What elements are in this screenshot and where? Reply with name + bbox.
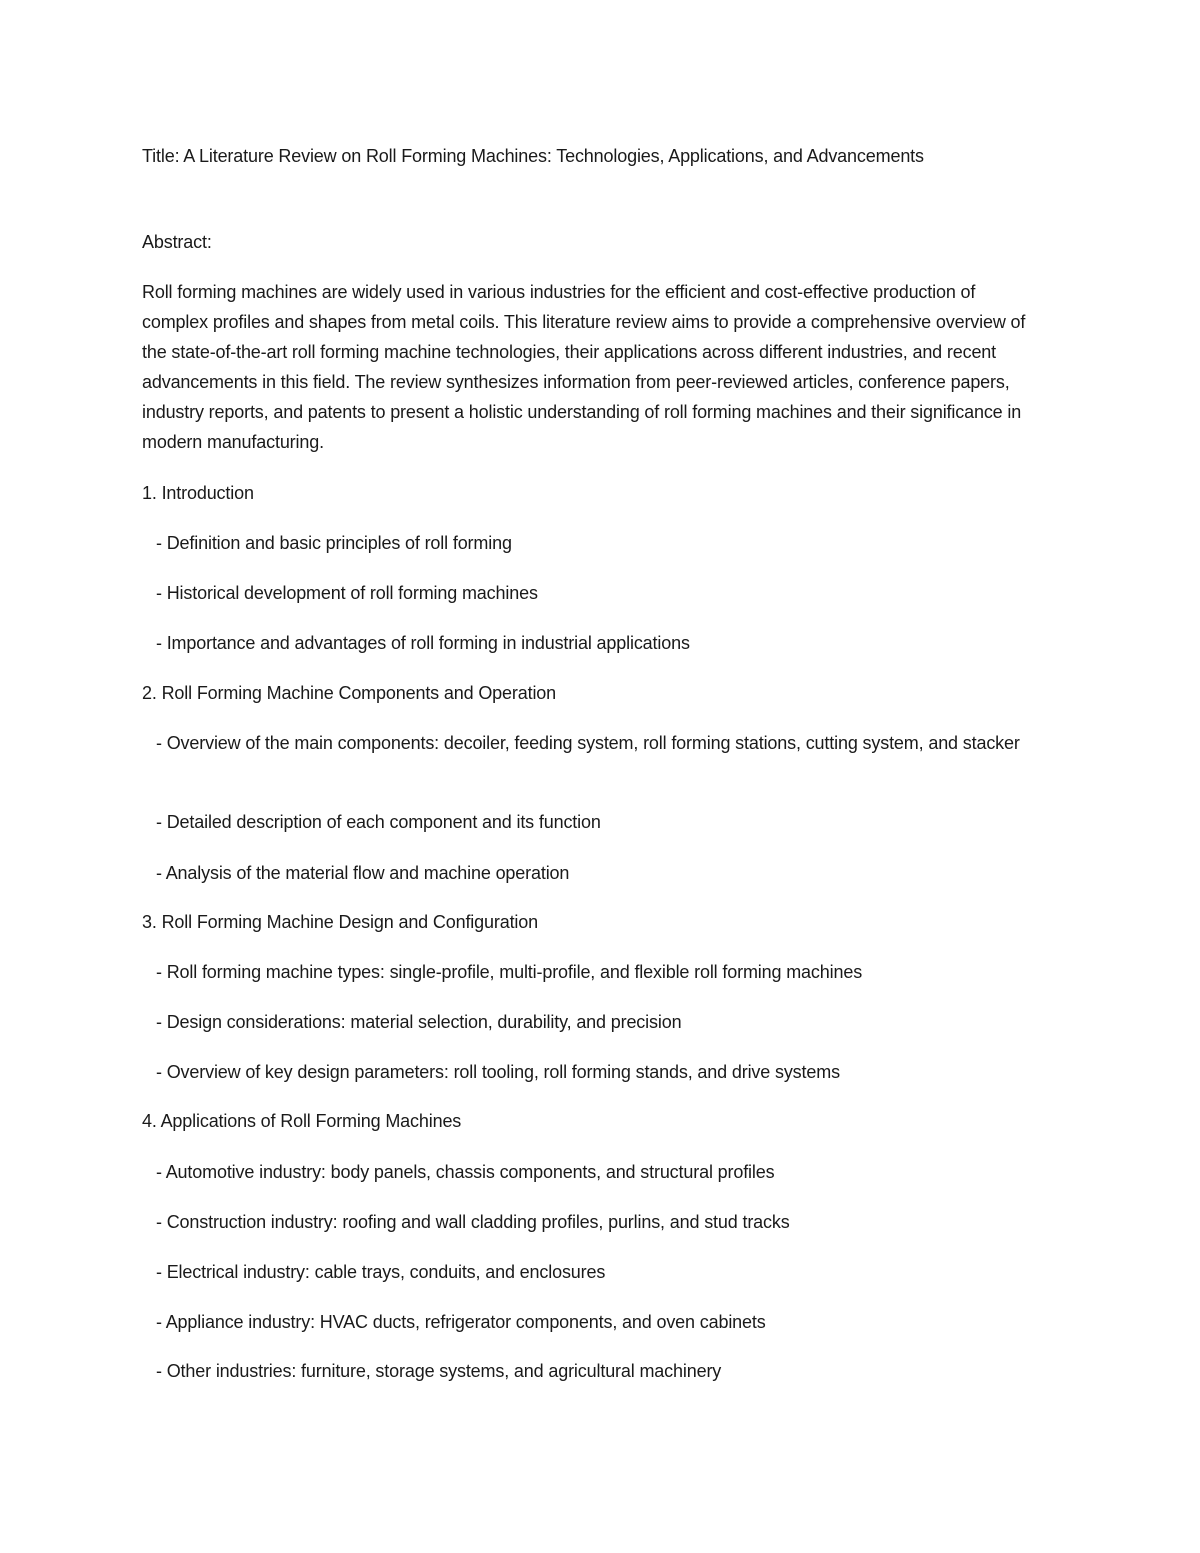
abstract-body: Roll forming machines are widely used in various industries for the efficient and cost-effective production of complex profiles and shapes from metal coils. This literature review aims to provide a comprehensive overview of the state-of-the-art roll forming machine technologies, their applications across different industries, and recent advancements in this field. The review synthesizes information from peer-reviewed articles, conference papers, industry reports, and patents to present a holistic understanding of roll forming machines and their significance in modern manufacturing. xyxy=(142,282,1026,452)
list-item: - Construction industry: roofing and wall cladding profiles, purlins, and stud tracks xyxy=(156,1212,790,1232)
section-heading-components: 2. Roll Forming Machine Components and Operation xyxy=(142,683,557,703)
list-item: - Analysis of the material flow and machine operation xyxy=(156,863,570,883)
list-item: - Importance and advantages of roll forming in industrial applications xyxy=(156,633,690,653)
list-item: - Overview of the main components: decoiler, feeding system, roll forming stations, cutting system, and stacker xyxy=(156,733,1020,753)
list-item: - Other industries: furniture, storage systems, and agricultural machinery xyxy=(156,1361,722,1381)
section-heading-design: 3. Roll Forming Machine Design and Configuration xyxy=(142,912,539,932)
list-item: - Electrical industry: cable trays, conduits, and enclosures xyxy=(156,1262,606,1282)
list-item: - Historical development of roll forming machines xyxy=(156,583,538,603)
section-heading-applications: 4. Applications of Roll Forming Machines xyxy=(142,1111,462,1131)
section-heading-introduction: 1. Introduction xyxy=(142,483,254,503)
list-item: - Roll forming machine types: single-profile, multi-profile, and flexible roll forming machines xyxy=(156,962,863,982)
list-item: - Definition and basic principles of roll forming xyxy=(156,533,512,553)
list-item: - Detailed description of each component and its function xyxy=(156,812,601,832)
list-item: - Overview of key design parameters: roll tooling, roll forming stands, and drive systems xyxy=(156,1062,840,1082)
document-title: Title: A Literature Review on Roll Forming Machines: Technologies, Applications, and Advancements xyxy=(142,146,924,166)
list-item: - Automotive industry: body panels, chassis components, and structural profiles xyxy=(156,1162,775,1182)
abstract-heading: Abstract: xyxy=(142,232,212,252)
list-item: - Appliance industry: HVAC ducts, refrigerator components, and oven cabinets xyxy=(156,1312,766,1332)
list-item: - Design considerations: material selection, durability, and precision xyxy=(156,1012,682,1032)
